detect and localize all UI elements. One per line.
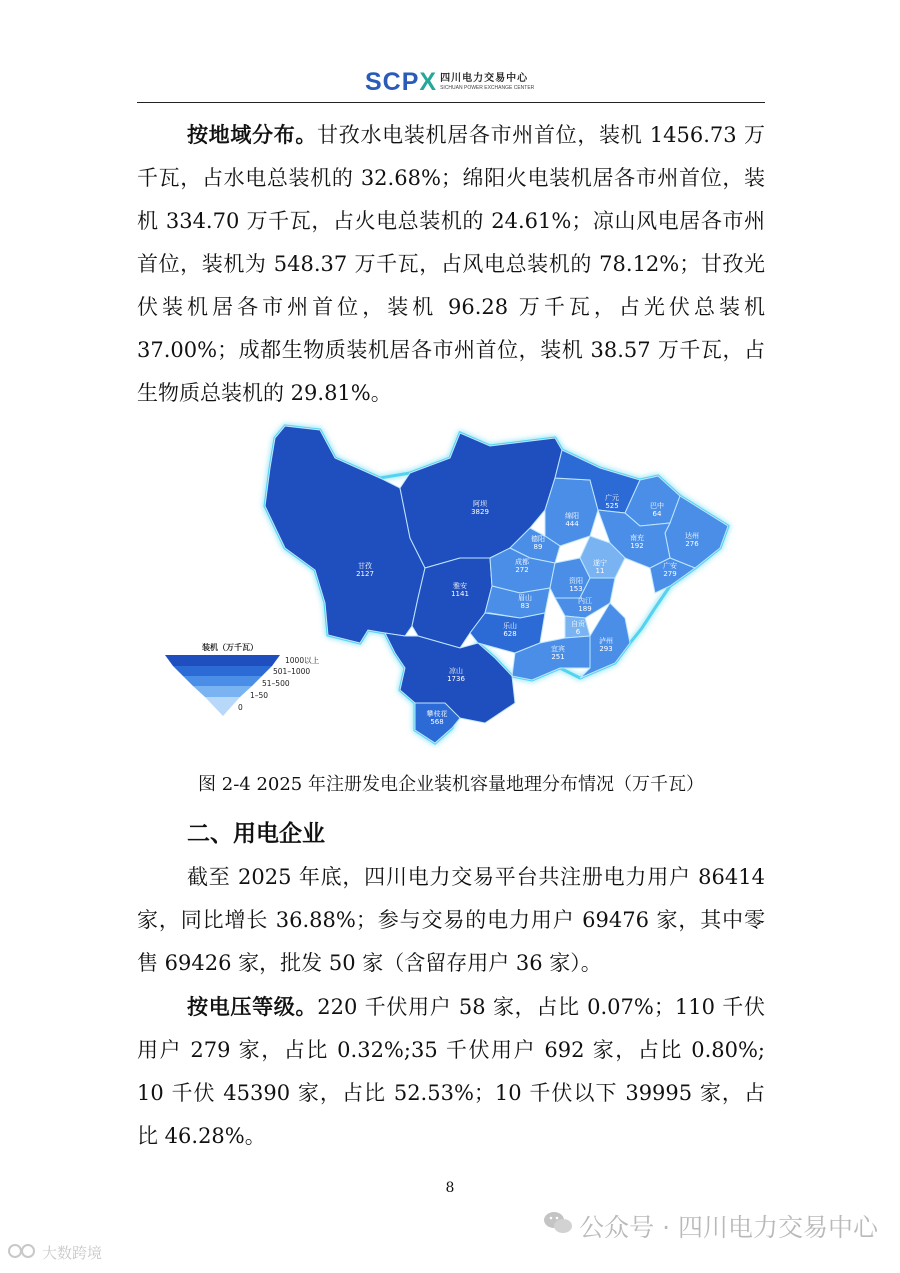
logo-english-name: SICHUAN POWER EXCHANGE CENTER xyxy=(440,85,535,91)
wechat-icon xyxy=(543,1210,573,1242)
region-label-name: 巴中 xyxy=(650,502,664,510)
watermark-text-left: 大数跨境 xyxy=(42,1244,103,1262)
logo-chinese-name: 四川电力交易中心 xyxy=(440,73,529,84)
legend-level-1: 1000以上 xyxy=(285,656,320,665)
page-number: 8 xyxy=(445,1180,455,1196)
source-watermark xyxy=(8,1242,102,1263)
page-header xyxy=(137,62,765,103)
paragraph-body-region: 甘孜水电装机居各市州首位，装机 1456.73 万千瓦，占水电总装机的 32.68%；绵阳火电装机居各市州首位，装机 334.70 万千瓦，占火电总装机的 24.61%；凉山风电居各市州首位，装机为 548.37 万千瓦，占风电总装机的 78.12%；甘孜光伏装机居各市州首位，装机 96.28 万千瓦，占光伏总装机 37.00%；成都生物质装机居各市州首位，装机 38.57 万千瓦，占生物质总装机的 29.81%。 xyxy=(137,123,765,405)
region-label-value: 525 xyxy=(605,502,619,510)
region-ganzi xyxy=(265,426,425,643)
region-label-value: 293 xyxy=(599,645,613,653)
installed-capacity-map xyxy=(160,418,740,753)
region-label-value: 272 xyxy=(515,566,529,574)
logo-mark: SCPX xyxy=(365,68,438,96)
region-label-name: 资阳 xyxy=(569,577,583,585)
watermark-text-right: 公众号 · 四川电力交易中心 xyxy=(579,1213,878,1242)
region-label-name: 眉山 xyxy=(518,594,532,602)
legend-level-4: 1–50 xyxy=(250,691,269,700)
paragraph-registered-users: 截至 2025 年底，四川电力交易平台共注册电力用户 86414 家，同比增长 36.88%；参与交易的电力用户 69476 家，其中零售 69426 家，批发 50 家（含留存用户 36 家）。 xyxy=(137,865,765,975)
region-label-name: 绵阳 xyxy=(565,512,579,520)
region-label-value: 279 xyxy=(663,570,677,578)
region-label-value: 276 xyxy=(685,540,699,548)
paragraph-voltage-level xyxy=(137,985,765,1158)
region-label-name: 攀枝花 xyxy=(426,710,448,718)
region-label-value: 153 xyxy=(569,585,583,593)
region-label-name: 阿坝 xyxy=(473,500,487,508)
region-label-value: 11 xyxy=(595,567,605,575)
region-label-name: 乐山 xyxy=(503,622,517,630)
region-label-name: 甘孜 xyxy=(358,562,372,570)
map-legend xyxy=(165,642,320,716)
region-label-value: 1736 xyxy=(447,675,465,683)
region-label-value: 251 xyxy=(551,653,565,661)
region-label-value: 628 xyxy=(503,630,517,638)
legend-level-3: 51–500 xyxy=(262,679,290,688)
region-label-value: 89 xyxy=(533,543,543,551)
paragraph-body-voltage: 220 千伏用户 58 家，占比 0.07%；110 千伏用户 279 家，占比 0.32%;35 千伏用户 692 家，占比 0.80%; 10 千伏 45390 家，占比 52.53%；10 千伏以下 39995 家，占比 46.28%。 xyxy=(137,995,766,1148)
region-label-name: 广安 xyxy=(663,562,677,570)
region-label-value: 444 xyxy=(565,520,579,528)
region-label-name: 内江 xyxy=(578,597,592,605)
region-label-value: 6 xyxy=(575,628,581,636)
region-label-name: 达州 xyxy=(685,532,699,540)
region-label-value: 1141 xyxy=(451,590,469,598)
region-label-name: 泸州 xyxy=(599,637,613,645)
paragraph-lead-voltage: 按电压等级。 xyxy=(187,994,318,1019)
region-label-name: 成都 xyxy=(515,558,529,566)
source-logo-icon xyxy=(8,1243,38,1263)
wechat-watermark xyxy=(543,1208,878,1244)
region-label-value: 189 xyxy=(578,605,592,613)
paragraph-lead-region: 按地域分布。 xyxy=(187,122,318,147)
region-label-value: 3829 xyxy=(471,508,489,516)
region-label-value: 2127 xyxy=(356,570,374,578)
paragraph-regional-distribution xyxy=(137,113,765,415)
section-title: 二、用电企业 xyxy=(187,820,325,847)
scpx-logo xyxy=(365,68,534,97)
legend-title: 装机（万千瓦） xyxy=(202,643,258,652)
figure-caption: 图 2-4 2025 年注册发电企业装机容量地理分布情况（万千瓦） xyxy=(198,774,704,795)
region-label-name: 自贡 xyxy=(571,620,585,628)
region-label-name: 南充 xyxy=(630,534,644,542)
region-label-name: 广元 xyxy=(605,494,619,502)
legend-level-5: 0 xyxy=(238,703,243,712)
legend-level-2: 501–1000 xyxy=(273,667,311,676)
region-label-name: 宜宾 xyxy=(551,645,565,653)
region-label-name: 德阳 xyxy=(531,535,545,543)
region-label-value: 568 xyxy=(430,718,444,726)
region-label-name: 遂宁 xyxy=(593,559,607,567)
region-label-name: 凉山 xyxy=(449,667,463,675)
region-label-value: 83 xyxy=(520,602,530,610)
region-label-name: 雅安 xyxy=(453,582,467,590)
region-label-value: 64 xyxy=(652,510,662,518)
region-label-value: 192 xyxy=(630,542,644,550)
